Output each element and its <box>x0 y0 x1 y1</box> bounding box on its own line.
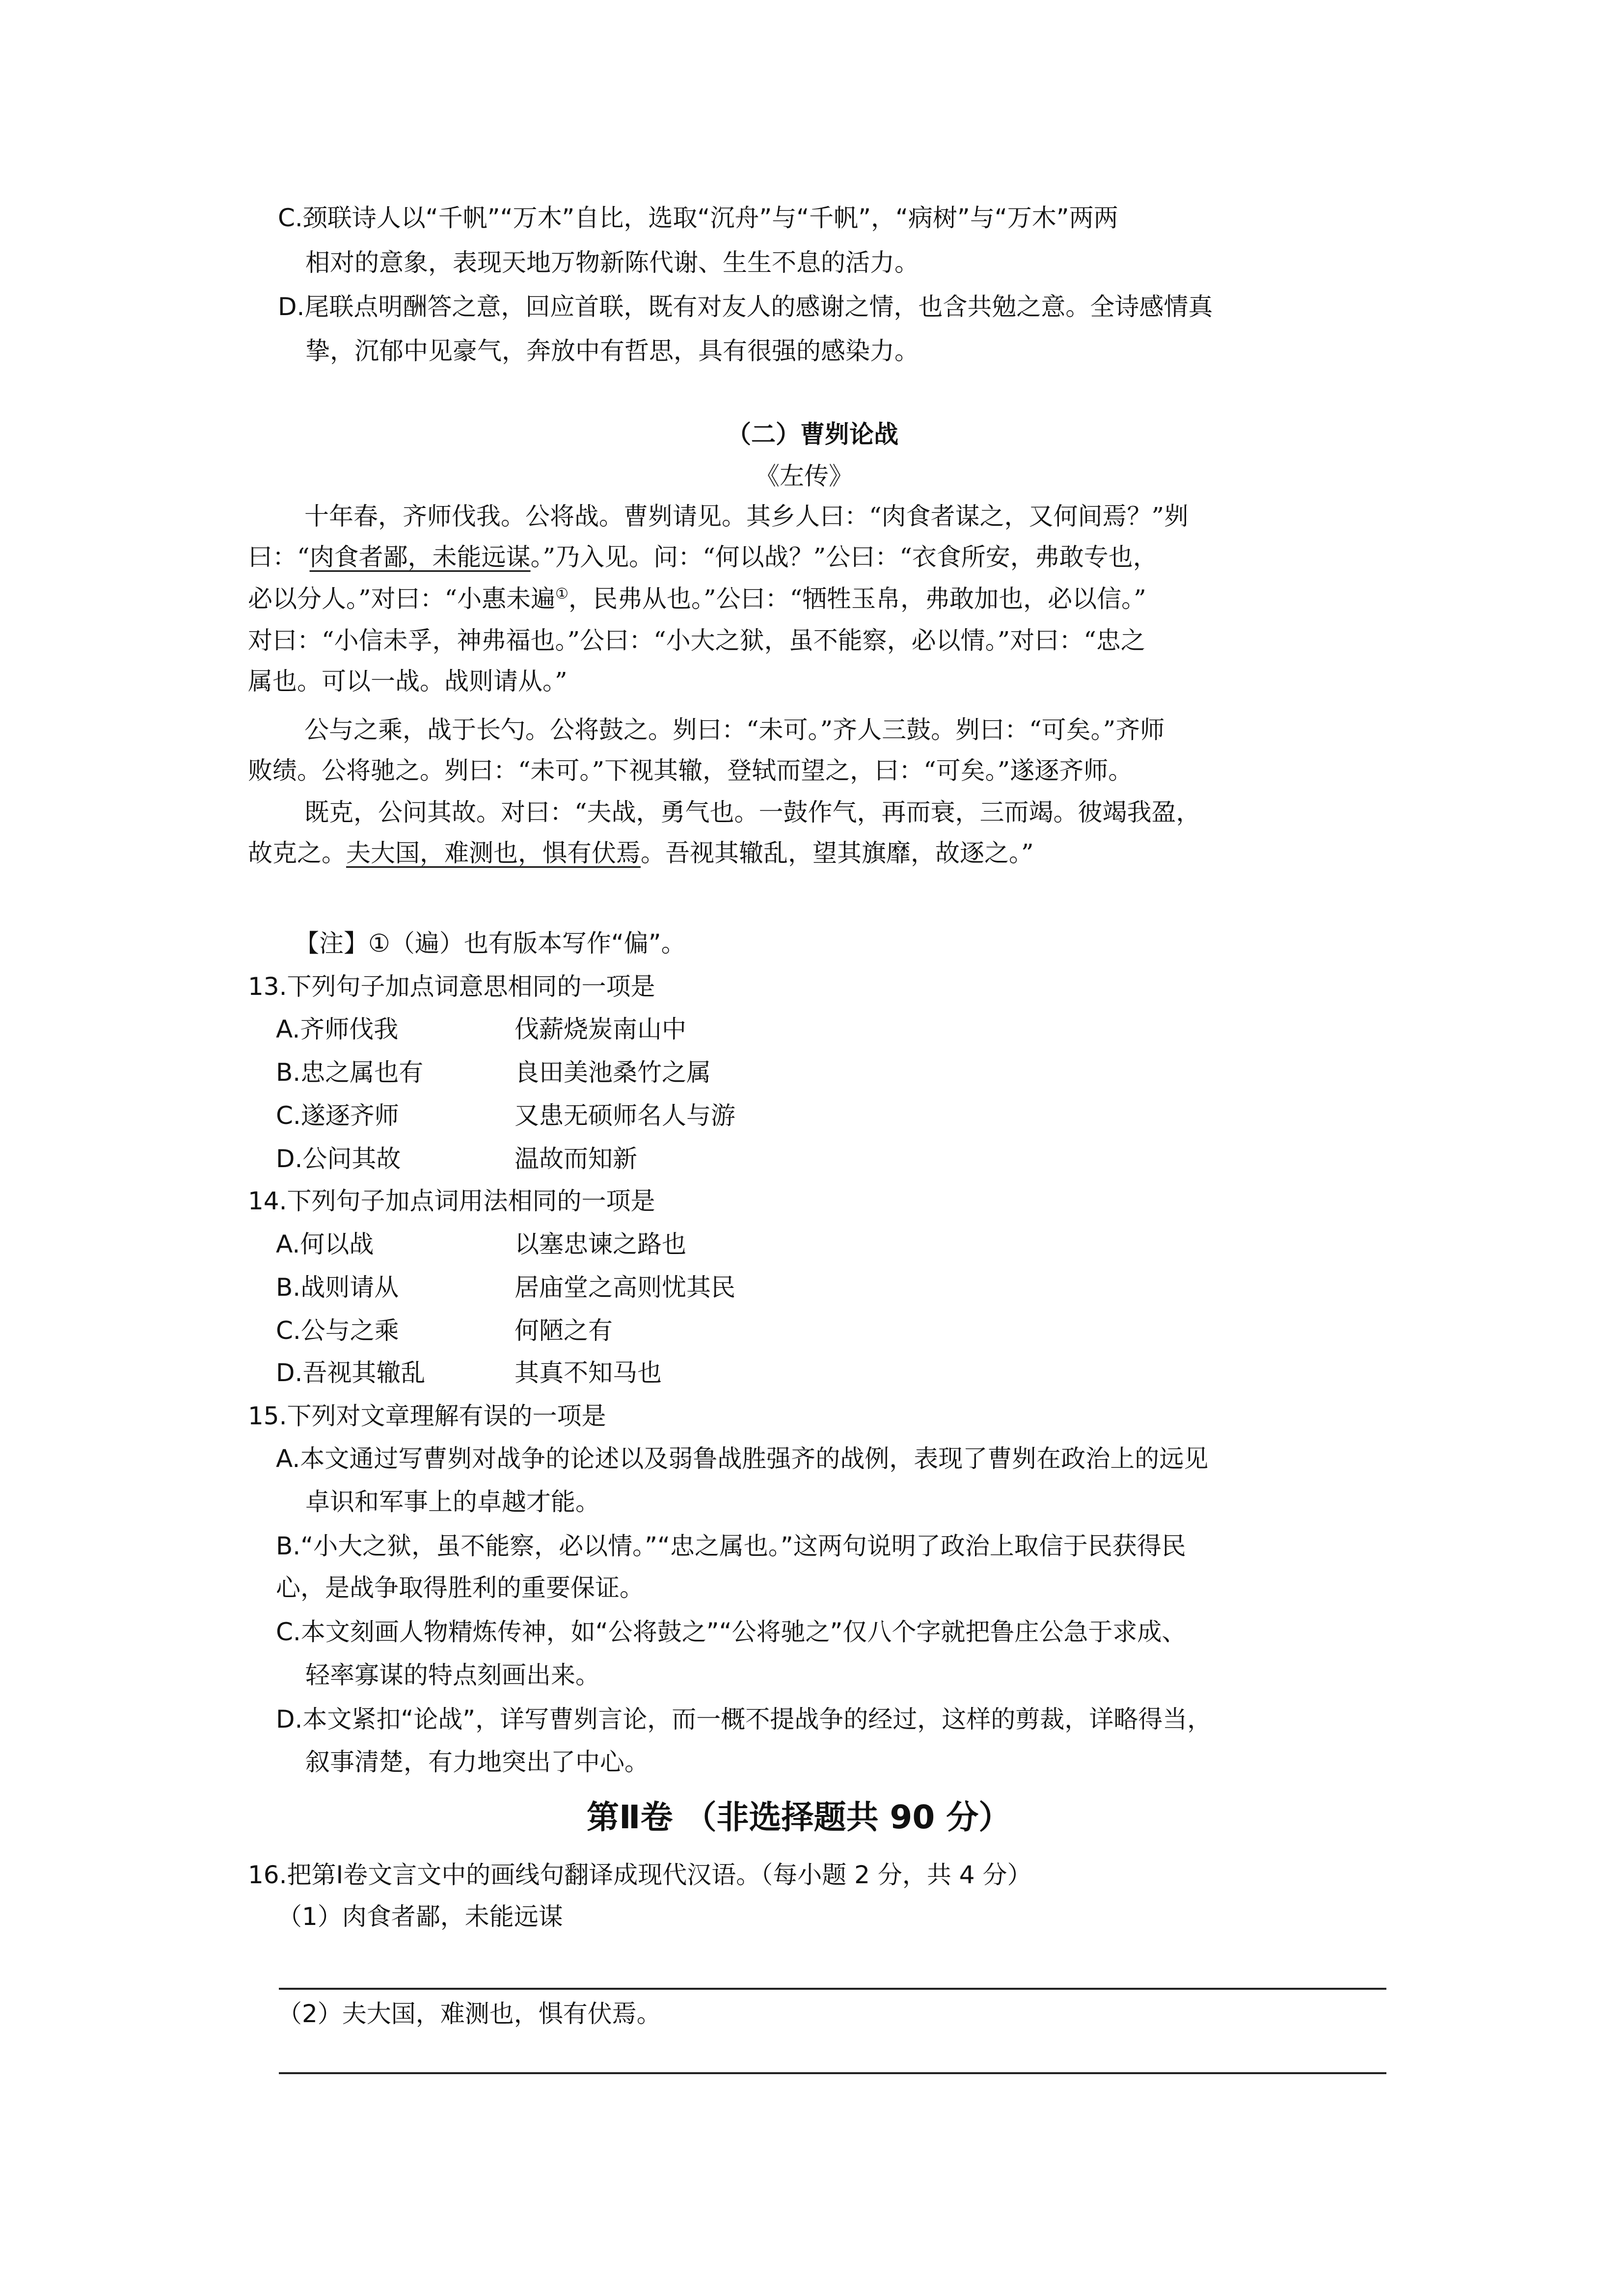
q15-option-b-line2: 心，是战争取得胜利的重要保证。 <box>276 1574 644 1602</box>
q12-option-d-line2: 挚，沉郁中见豪气，奔放中有哲思，具有很强的感染力。 <box>305 337 919 365</box>
answer-line-1[interactable] <box>279 1988 1386 1990</box>
q14-option-c-compare: 何陋之有 <box>514 1316 613 1345</box>
q15-option-c-line1: C.本文刻画人物精炼传神，如“公将鼓之”“公将驰之”仅八个字就把鲁庄公急于求成、 <box>276 1618 1187 1646</box>
footnote-marker: ① <box>555 585 569 603</box>
q15-option-d-line2: 叙事清楚，有力地突出了中心。 <box>305 1748 649 1776</box>
q16-sentence-1: （1）肉食者鄙，未能远谋 <box>277 1902 563 1931</box>
q13-option-c: C.遂逐齐师 <box>276 1101 399 1130</box>
passage-p1-line3: 必以分人。”对曰：“小惠未遍①，民弗从也。”公曰：“牺牲玉帛，弗敢加也，必以信。” <box>248 585 1146 613</box>
underlined-sentence-1: 肉食者鄙，未能远谋 <box>309 543 531 571</box>
q14-option-a: A.何以战 <box>276 1230 374 1258</box>
section-2-title: 第Ⅱ卷 （非选择题共 90 分） <box>587 1798 1011 1836</box>
q13-option-d: D.公问其故 <box>276 1145 401 1173</box>
q14-option-c: C.公与之乘 <box>276 1316 399 1345</box>
q14-option-d: D.吾视其辙乱 <box>276 1359 426 1387</box>
passage-p3-line1: 既克，公问其故。对曰：“夫战，勇气也。一鼓作气，再而衰，三而竭。彼竭我盈， <box>304 798 1201 827</box>
q16-sentence-2: （2）夫大国，难测也，惧有伏焉。 <box>277 2000 661 2028</box>
passage-p1-line1: 十年春，齐师伐我。公将战。曹刿请见。其乡人曰：“肉食者谋之，又何间焉？”刿 <box>304 502 1189 531</box>
passage-note: 【注】①（遍）也有版本写作“偏”。 <box>295 929 686 958</box>
passage-p2-line1: 公与之乘，战于长勺。公将鼓之。刿曰：“未可。”齐人三鼓。刿曰：“可矣。”齐师 <box>304 716 1165 744</box>
q15-option-b-line1: B.“小大之狱，虽不能察，必以情。”“忠之属也。”这两句说明了政治上取信于民获得民 <box>276 1532 1186 1560</box>
passage-source: 《左传》 <box>755 462 853 490</box>
q13-stem: 13.下列句子加点词意思相同的一项是 <box>248 972 655 1001</box>
q14-option-a-compare: 以塞忠谏之路也 <box>514 1230 686 1258</box>
q13-option-c-compare: 又患无硕师名人与游 <box>514 1101 735 1130</box>
q12-option-c-line2: 相对的意象，表现天地万物新陈代谢、生生不息的活力。 <box>305 248 919 277</box>
q13-option-a: A.齐师伐我 <box>276 1015 399 1043</box>
q15-option-c-line2: 轻率寡谋的特点刻画出来。 <box>305 1661 600 1689</box>
q12-option-c-line1: C.颈联诗人以“千帆”“万木”自比，选取“沉舟”与“千帆”，“病树”与“万木”两两 <box>278 204 1118 232</box>
answer-line-2[interactable] <box>279 2072 1386 2074</box>
q16-stem: 16.把第Ⅰ卷文言文中的画线句翻译成现代汉语。（每小题 2 分，共 4 分） <box>248 1861 1032 1889</box>
passage-p2-line2: 败绩。公将驰之。刿曰：“未可。”下视其辙，登轼而望之，曰：“可矣。”遂逐齐师。 <box>248 756 1133 785</box>
q15-option-a-line2: 卓识和军事上的卓越才能。 <box>305 1488 600 1516</box>
q15-option-a-line1: A.本文通过写曹刿对战争的论述以及弱鲁战胜强齐的战例，表现了曹刿在政治上的远见 <box>276 1444 1209 1473</box>
passage-p1-line5: 属也。可以一战。战则请从。” <box>248 667 568 695</box>
q13-option-b: B.忠之属也有 <box>276 1058 424 1087</box>
q14-option-b: B.战则请从 <box>276 1273 399 1302</box>
underlined-sentence-2: 夫大国，难测也，惧有伏焉 <box>346 839 641 867</box>
q15-option-d-line1: D.本文紧扣“论战”，详写曹刿言论，而一概不提战争的经过，这样的剪裁，详略得当， <box>276 1705 1212 1734</box>
q14-option-d-compare: 其真不知马也 <box>514 1359 662 1387</box>
q12-option-d-line1: D.尾联点明酬答之意，回应首联，既有对友人的感谢之情，也含共勉之意。全诗感情真 <box>278 293 1213 321</box>
q14-option-b-compare: 居庙堂之高则忧其民 <box>514 1273 735 1302</box>
q13-option-b-compare: 良田美池桑竹之属 <box>514 1058 711 1087</box>
q14-stem: 14.下列句子加点词用法相同的一项是 <box>248 1187 655 1215</box>
passage-p1-line2: 曰：“肉食者鄙，未能远谋。”乃入见。问：“何以战？”公曰：“衣食所安，弗敢专也， <box>248 543 1158 571</box>
q13-option-d-compare: 温故而知新 <box>514 1145 637 1173</box>
q13-option-a-compare: 伐薪烧炭南山中 <box>514 1015 686 1043</box>
passage-p3-line2: 故克之。夫大国，难测也，惧有伏焉。吾视其辙乱，望其旗靡，故逐之。” <box>248 839 1034 867</box>
q15-stem: 15.下列对文章理解有误的一项是 <box>248 1402 606 1430</box>
passage-title: （二）曹刿论战 <box>727 420 898 449</box>
passage-p1-line4: 对曰：“小信未孚，神弗福也。”公曰：“小大之狱，虽不能察，必以情。”对曰：“忠之 <box>248 626 1145 655</box>
